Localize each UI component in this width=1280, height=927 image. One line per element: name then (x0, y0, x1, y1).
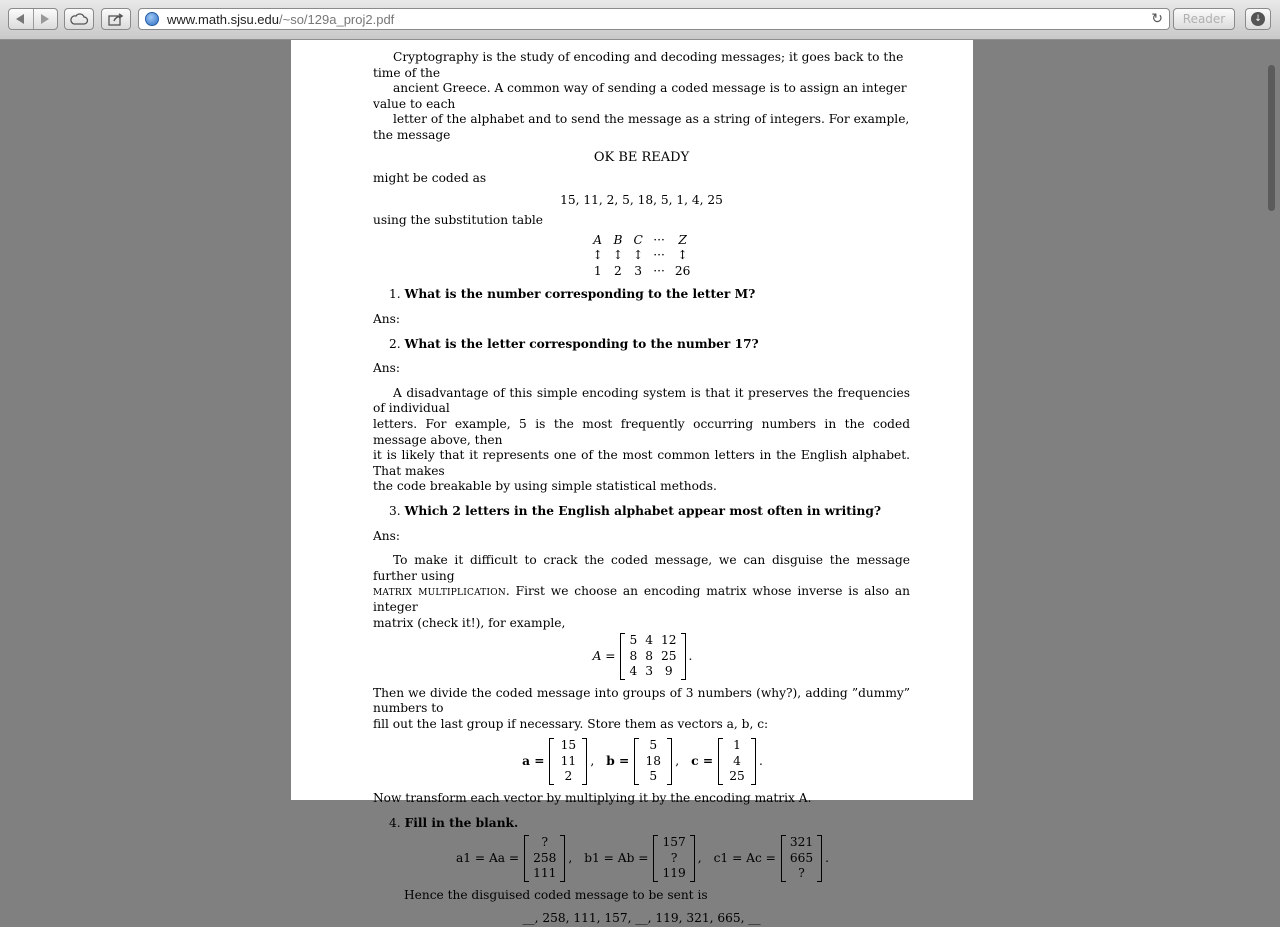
hence-text: Hence the disguised coded message to be sent is (404, 887, 708, 902)
vector-c1: 321 665 ? (781, 835, 822, 882)
final-sequence: __, 258, 111, 157, __, 119, 321, 665, __ (522, 911, 761, 926)
answer-label: Ans: (373, 528, 401, 543)
share-button[interactable] (101, 8, 131, 30)
answer-label: Ans: (373, 312, 401, 327)
download-arrow-icon: ↓ (1251, 12, 1265, 26)
vector-b1: 157 ? 119 (653, 835, 694, 882)
disadvantage-paragraph: A disadvantage of this simple encoding system is that it preserves the frequencies of individual letters. For example, 5 is the most frequently occurring numbers in the coded message above, then it is likely that it represents one of the most common letters in the English alphabet. That makes the code breakable by using simple statistical methods. (373, 385, 910, 494)
vector-equations: a = 15 11 2 , b = 5 18 5 , c = 1 4 25 . (522, 738, 763, 784)
product-equations: a1 = Aa = ? 258 111 , b1 = Ab = 157 ? 119 , c1 = Ac = 321 665 ? . (455, 835, 830, 881)
forward-button[interactable] (33, 9, 57, 29)
back-button[interactable] (9, 9, 33, 29)
answer-label: Ans: (373, 361, 401, 376)
divide-paragraph: Then we divide the coded message into groups of 3 numbers (why?), adding ”dummy” numbers to fill out the last group if necessary. Store them as vectors a, b, c: (373, 685, 910, 731)
example-message: OK BE READY (593, 149, 690, 165)
share-icon (108, 13, 124, 26)
question-1: 1. What is the number corresponding to the letter M? (389, 287, 756, 302)
table-row: ↕ ↕ ↕ ··· ↕ (592, 248, 688, 263)
page-content (373, 50, 910, 927)
address-bar[interactable] (138, 8, 1170, 30)
globe-icon (145, 12, 159, 26)
question-3: 3. Which 2 letters in the English alphabet appear most often in writing? (389, 503, 881, 518)
substitution-table (588, 233, 696, 280)
might-be-coded-text: might be coded as (373, 171, 487, 186)
scrollbar-thumb[interactable] (1268, 65, 1275, 211)
nav-button-group (8, 8, 58, 30)
table-row: A B C ··· Z (593, 232, 687, 247)
transform-text: Now transform each vector by multiplying it by the encoding matrix A. (373, 790, 812, 805)
vertical-scrollbar[interactable] (1266, 60, 1276, 800)
reload-icon[interactable]: ↻ (1151, 11, 1163, 27)
intro-paragraph: Cryptography is the study of encoding and decoding messages; it goes back to the time of the ancient Greece. A common way of sending a coded message is to assign an integer value to each letter of the alphabet and to send the message as a string of integers. For example, the message (373, 50, 910, 142)
forward-arrow-icon (41, 14, 50, 24)
vector-c: 1 4 25 (718, 738, 756, 785)
pdf-page (291, 40, 973, 926)
encoding-matrix-equation: A = 5 4 12 8 8 25 4 3 9 . (592, 633, 693, 679)
using-table-text: using the substitution table (373, 213, 543, 228)
question-2: 2. What is the letter corresponding to the number 17? (389, 336, 759, 351)
cloud-icon (70, 13, 88, 25)
downloads-button[interactable] (1245, 8, 1271, 30)
vector-b: 5 18 5 (634, 738, 672, 785)
vector-a: 15 11 2 (549, 738, 587, 785)
reader-button[interactable]: Reader (1173, 8, 1235, 30)
question-4: 4. Fill in the blank. (389, 815, 519, 830)
coded-sequence: 15, 11, 2, 5, 18, 5, 1, 4, 25 (560, 192, 723, 207)
icloud-tabs-button[interactable] (64, 8, 94, 30)
url-text: www.math.sjsu.edu/~so/129a_proj2.pdf (167, 11, 395, 27)
back-arrow-icon (16, 14, 25, 24)
table-row: 1 2 3 ··· 26 (593, 263, 691, 278)
encoding-matrix: 5 4 12 8 8 25 4 3 9 (620, 633, 685, 680)
matrix-intro-paragraph: To make it difficult to crack the coded message, we can disguise the message further using matrix multiplication. First we choose an encoding matrix whose inverse is also an integer matrix (check it!), for example, (373, 553, 910, 630)
browser-toolbar (0, 0, 1280, 40)
vector-a1: ? 258 111 (524, 835, 565, 882)
